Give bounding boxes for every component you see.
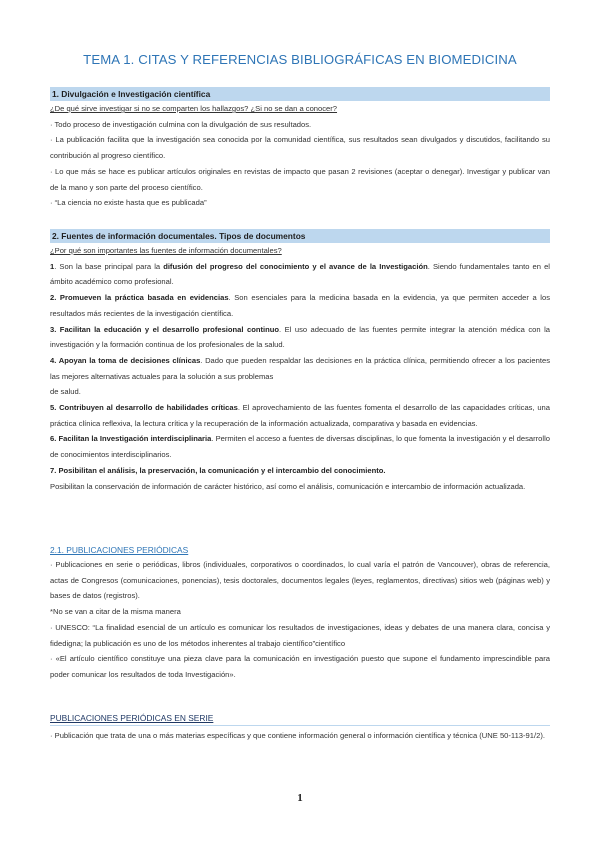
section-2-1-body bbox=[50, 557, 550, 683]
list-item: 7. Posibilitan el análisis, la preservación, la comunicación y el intercambio del conocimiento. bbox=[50, 465, 386, 475]
section-2-1-heading: 2.1. PUBLICACIONES PERIÓDICAS bbox=[50, 545, 189, 555]
section-2-1-paragraph: · «El artículo científico constituye una pieza clave para la comunicación en investigación puesto que supone el fundamento imprescindible para poder comunicar los resultados de toda Investigación». bbox=[50, 654, 550, 679]
section-serial-body bbox=[50, 728, 550, 744]
section-2-body bbox=[50, 243, 550, 494]
list-item: 5. Contribuyen al desarrollo de habilidades críticas. El aprovechamiento de las fuentes fomenta el desarrollo de las capacidades críticas, una práctica clínica reflexiva, la lectura crítica y la recuperación de la información actualizada, comparativa y basada en evidencias. bbox=[50, 403, 550, 428]
page-number: 1 bbox=[297, 792, 303, 804]
list-item: 2. Promueven la práctica basada en evidencias. Son esenciales para la medicina basada en la evidencia, ya que permiten acceder a los resultados más recientes de la investigación científica. bbox=[50, 293, 550, 318]
list-item-tail: Posibilitan la conservación de información de carácter histórico, así como el análisis, comunicación e intercambio de información actualizada. bbox=[50, 481, 526, 491]
section-1-heading: 1. Divulgación e Investigación científica bbox=[50, 87, 550, 101]
section-1-paragraph: · Lo que más se hace es publicar artículos originales en revistas de impacto que pasan 2 revisiones (aceptar o denegar). Investigar y publicar van de la mano y son parte del proceso científico. bbox=[50, 166, 550, 192]
list-item: 4. Apoyan la toma de decisiones clínicas. Dado que pueden respaldar las decisiones en la práctica clínica, permitiendo ofrecer a los pacientes las mejores alternativas actuales para la solución a sus problemas bbox=[50, 355, 550, 381]
section-1-quote: · “La ciencia no existe hasta que es publicada” bbox=[50, 198, 207, 208]
section-1-paragraph: · Todo proceso de investigación culmina con la divulgación de sus resultados. bbox=[50, 119, 312, 129]
section-divider bbox=[50, 725, 550, 726]
section-1-body bbox=[50, 101, 550, 211]
list-item: 1. Son la base principal para la difusión del progreso del conocimiento y el avance de la Investigación. Siendo fundamentales tanto en el ámbito académico como profesional. bbox=[50, 261, 550, 287]
section-2-1-note: *No se van a citar de la misma manera bbox=[50, 607, 181, 617]
section-1-paragraph: · La publicación facilita que la investigación sea conocida por la comunidad científica, sus resultados sean divulgados y discutidos, facilitando su contribución al progreso científico. bbox=[50, 135, 550, 161]
section-1-question: ¿De qué sirve investigar si no se comparten los hallazgos? ¿Si no se dan a conocer? bbox=[50, 104, 338, 113]
section-2-question: ¿Por qué son importantes las fuentes de información documentales? bbox=[50, 246, 282, 255]
section-2-1-paragraph: · UNESCO: “La finalidad esencial de un artículo es comunicar los resultados de investigaciones, ideas y debates de una manera clara, concisa y fidedigna; la publicación es uno de los métodos inherentes al trabajo científico”científico bbox=[50, 622, 550, 648]
section-2-heading: 2. Fuentes de información documentales. Tipos de documentos bbox=[50, 229, 550, 243]
list-item: 3. Facilitan la educación y el desarrollo profesional continuo. El uso adecuado de las fuentes permite integrar la atención médica con la investigación y la formación continua de los profesionales de la salud. bbox=[50, 324, 550, 350]
list-item: 6. Facilitan la Investigación interdisciplinaria. Permiten el acceso a fuentes de diversas disciplinas, lo que fomenta la investigación y el desarrollo de conocimientos interdisciplinarios. bbox=[50, 434, 550, 460]
section-2-1-paragraph: · Publicaciones en serie o periódicas, libros (individuales, corporativos o coordinados, lo cual varía el patrón de Vancouver), obras de referencia, actas de Congresos (comunicaciones, ponencias), tesis doctorales, documentos legales (leyes, reglamentos, directivas) sitios web (páginas web) y bases de datos (registros). bbox=[50, 560, 550, 601]
section-serial-heading: PUBLICACIONES PERIÓDICAS EN SERIE bbox=[50, 713, 214, 723]
section-serial-paragraph: · Publicación que trata de una o más materias específicas y que contiene información general o información científica y técnica (UNE 50-113-91/2). bbox=[50, 731, 545, 740]
document-title: TEMA 1. CITAS Y REFERENCIAS BIBLIOGRÁFICAS EN BIOMEDICINA bbox=[83, 52, 517, 67]
list-item-tail: de salud. bbox=[50, 387, 81, 397]
